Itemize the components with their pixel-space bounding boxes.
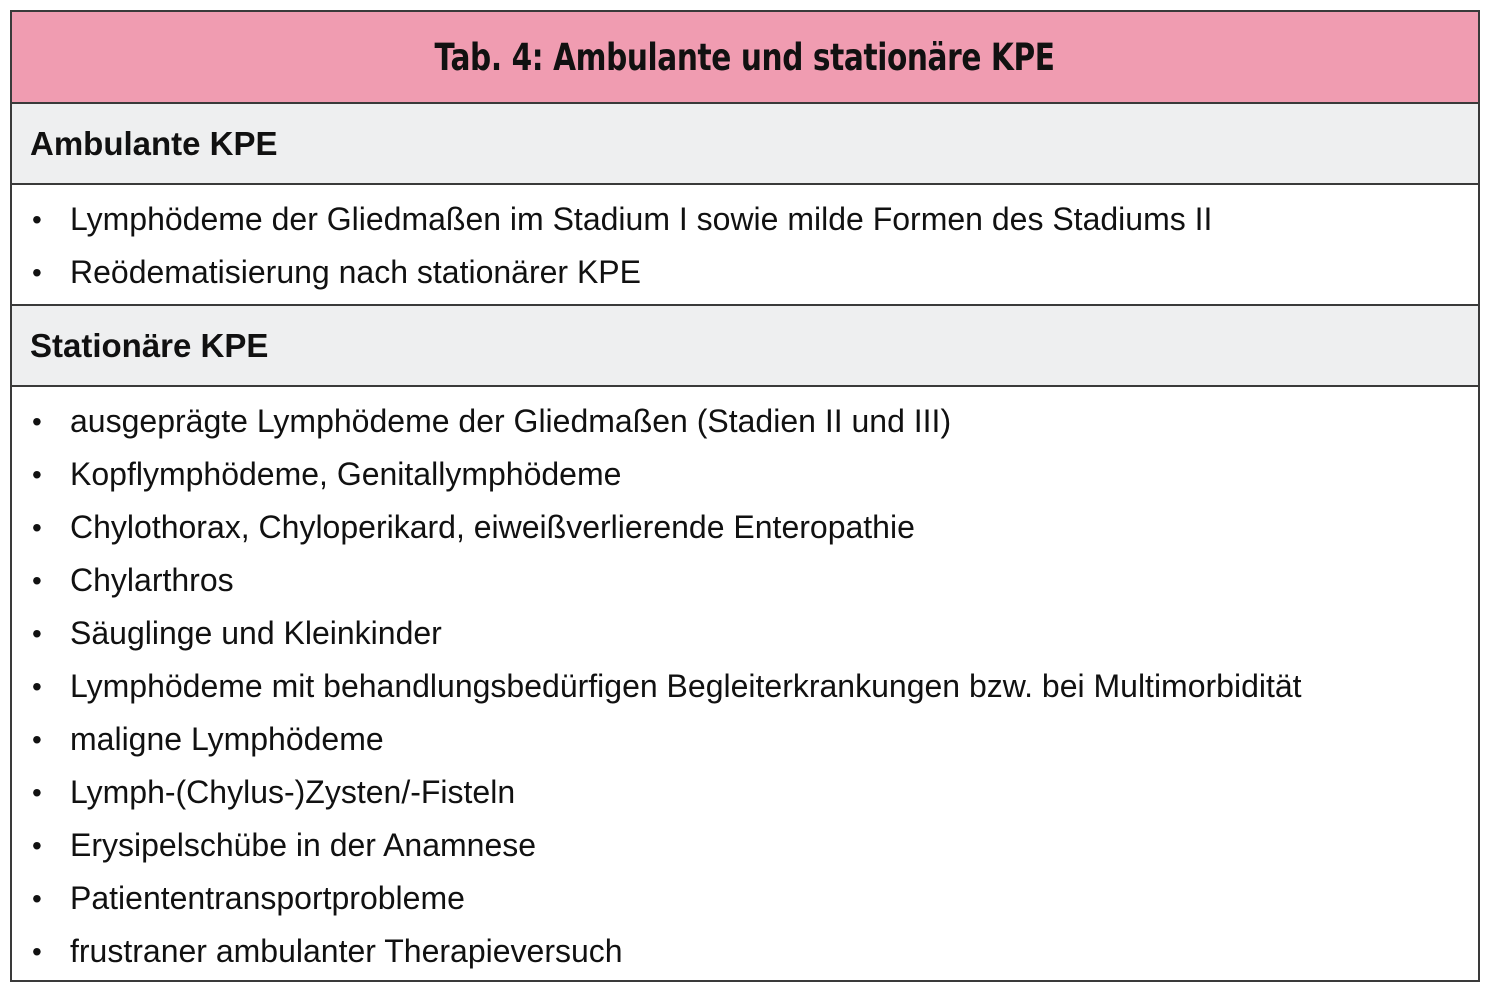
list-item-text: frustraner ambulanter Therapieversuch bbox=[70, 933, 623, 969]
section-heading-ambulant: Ambulante KPE bbox=[30, 124, 278, 162]
kpe-table bbox=[10, 10, 1480, 982]
list-item-text: Patiententransportprobleme bbox=[70, 880, 465, 916]
list-item-text: Lymph-(Chylus-)Zysten/-Fisteln bbox=[70, 774, 516, 810]
list-item bbox=[12, 713, 1478, 766]
bullet-icon: • bbox=[32, 776, 42, 808]
bullet-list-stationaer bbox=[12, 395, 1478, 978]
list-item bbox=[12, 448, 1478, 501]
bullet-icon: • bbox=[32, 256, 42, 288]
list-item bbox=[12, 193, 1478, 246]
bullet-list-ambulant bbox=[12, 193, 1478, 299]
bullet-icon: • bbox=[32, 203, 42, 235]
section-header-stationaer bbox=[12, 306, 1478, 387]
list-item-text: ausgeprägte Lymphödeme der Gliedmaßen (Stadien II und III) bbox=[70, 403, 952, 439]
list-item bbox=[12, 607, 1478, 660]
list-item-text: Kopflymphödeme, Genitallymphödeme bbox=[70, 456, 622, 492]
bullet-icon: • bbox=[32, 935, 42, 967]
list-item-text: Lymphödeme der Gliedmaßen im Stadium I sowie milde Formen des Stadiums II bbox=[70, 201, 1213, 237]
list-item-text: Chylarthros bbox=[70, 562, 234, 598]
list-item-text: maligne Lymphödeme bbox=[70, 721, 384, 757]
table-title: Tab. 4: Ambulante und stationäre KPE bbox=[434, 35, 1056, 79]
bullet-icon: • bbox=[32, 617, 42, 649]
list-item bbox=[12, 766, 1478, 819]
bullet-icon: • bbox=[32, 458, 42, 490]
list-item bbox=[12, 501, 1478, 554]
table-title-row bbox=[12, 12, 1478, 104]
list-item-text: Erysipelschübe in der Anamnese bbox=[70, 827, 537, 863]
section-body-stationaer bbox=[12, 387, 1478, 978]
bullet-icon: • bbox=[32, 882, 42, 914]
bullet-icon: • bbox=[32, 405, 42, 437]
list-item-text: Säuglinge und Kleinkinder bbox=[70, 615, 442, 651]
list-item bbox=[12, 395, 1478, 448]
section-body-ambulant bbox=[12, 185, 1478, 306]
list-item bbox=[12, 246, 1478, 299]
list-item-text: Chylothorax, Chyloperikard, eiweißverlierende Enteropathie bbox=[70, 509, 915, 545]
list-item bbox=[12, 872, 1478, 925]
bullet-icon: • bbox=[32, 511, 42, 543]
list-item bbox=[12, 819, 1478, 872]
list-item-text: Reödematisierung nach stationärer KPE bbox=[70, 254, 641, 290]
list-item bbox=[12, 925, 1478, 978]
list-item bbox=[12, 554, 1478, 607]
bullet-icon: • bbox=[32, 564, 42, 596]
list-item-text: Lymphödeme mit behandlungsbedürfigen Begleiterkrankungen bzw. bei Multimorbidität bbox=[70, 668, 1302, 704]
bullet-icon: • bbox=[32, 723, 42, 755]
bullet-icon: • bbox=[32, 670, 42, 702]
section-header-ambulant bbox=[12, 104, 1478, 185]
list-item bbox=[12, 660, 1478, 713]
bullet-icon: • bbox=[32, 829, 42, 861]
section-heading-stationaer: Stationäre KPE bbox=[30, 326, 269, 364]
